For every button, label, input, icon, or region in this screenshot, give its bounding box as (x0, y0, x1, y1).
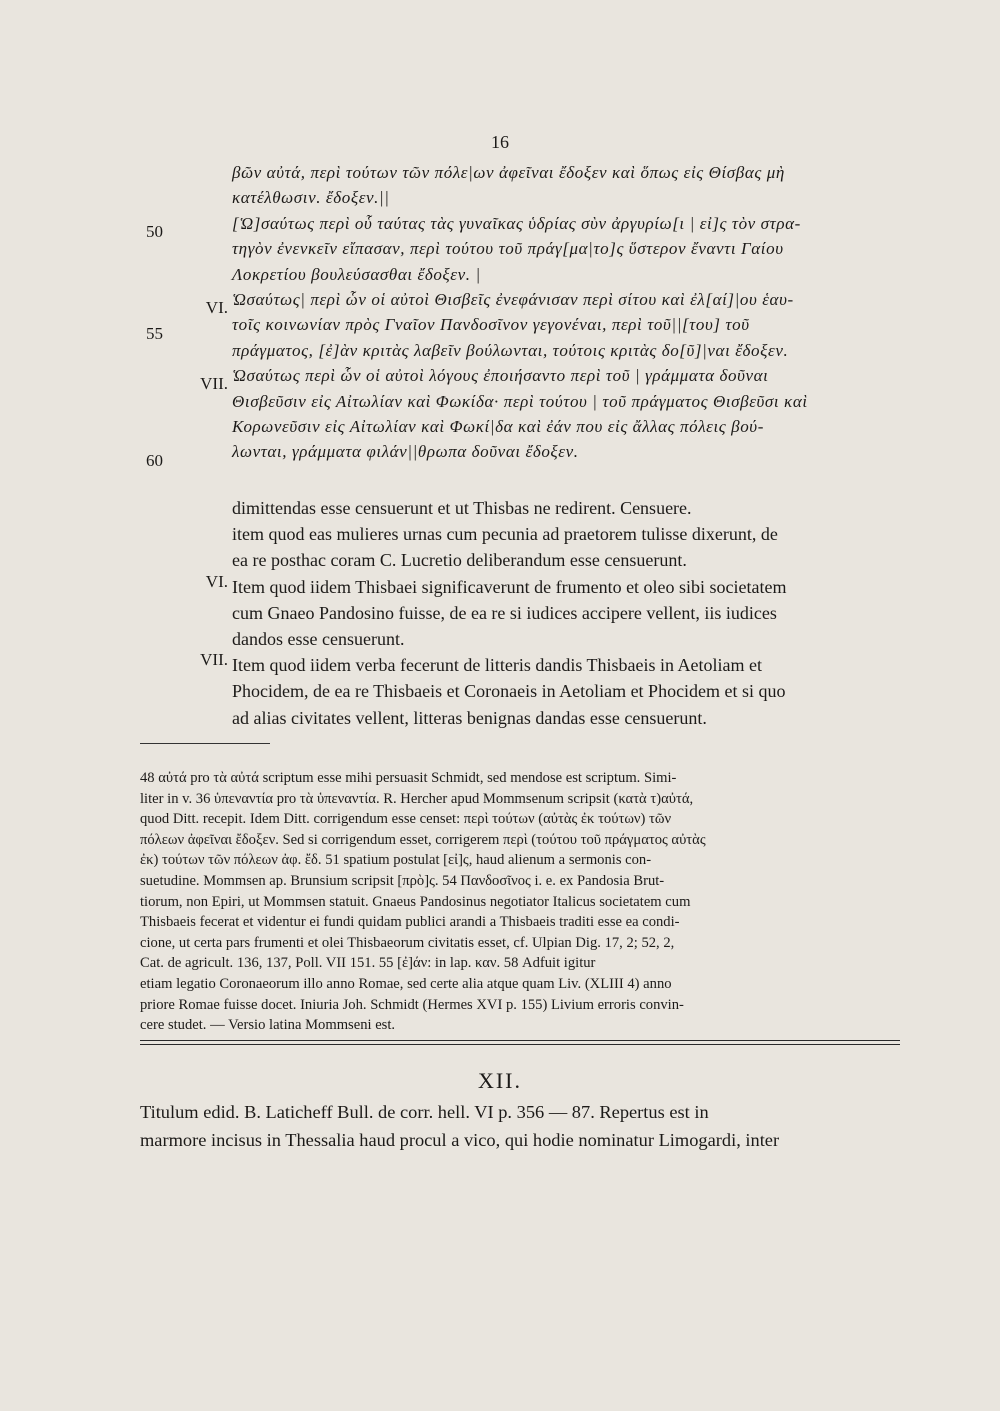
latin-line: ad alias civitates vellent, litteras benignas dandas esse censuerunt. (232, 707, 707, 728)
footnote-line: Thisbaeis fecerat et videntur ei fundi quidam publici arandi a Thisbaeis traditi esse ea condi- (140, 914, 680, 931)
latin-line: dandos esse censuerunt. (232, 628, 405, 649)
section-numeral: VII. (200, 650, 228, 669)
intro-line: marmore incisus in Thessalia haud procul a vico, qui hodie nominatur Limogardi, inter (140, 1130, 780, 1150)
latin-text-block (232, 495, 900, 731)
greek-text-block (232, 160, 900, 465)
line-number: 50 (146, 222, 163, 241)
footnote-line: Cat. de agricult. 136, 137, Poll. VII 151. 55 [ἐ]άν: in lap. καν. 58 Adfuit igitur (140, 955, 596, 972)
latin-line: Phocidem, de ea re Thisbaeis et Coronaeis in Aetoliam et Phocidem et si quo (232, 681, 786, 702)
footnote-line: quod Ditt. recepit. Idem Ditt. corrigendum esse censet: περὶ τούτων (αὐτὰς ἐκ τούτων) τῶν (140, 811, 672, 828)
greek-line: τοῖς κοινωνίαν πρὸς Γναῖον Πανδοσῖνον γεγονέναι, περὶ τοῦ||[του] τοῦ (232, 315, 750, 335)
greek-line: Κορωνεῦσιν εἰς Αἰτωλίαν καὶ Φωκί|δα καὶ ἐάν που εἰς ἄλλας πόλεις βού- (232, 416, 764, 436)
section-rule (140, 1040, 900, 1041)
greek-line: τηγὸν ἐνενκεῖν εἴπασαν, περὶ τούτου τοῦ πράγ[μα|το]ς ὕστερον ἔναντι Γαίου (232, 239, 784, 259)
line-number: 55 (146, 324, 163, 343)
footnote-line: πόλεων ἀφεῖναι ἔδοξεν. Sed si corrigendum esset, corrigerem περὶ (τούτου τοῦ πράγματος αὐτὰς (140, 831, 706, 848)
page-number: 16 (491, 132, 509, 152)
greek-line: λωνται, γράμματα φιλάν||θρωπα δοῦναι ἔδοξεν. (232, 442, 579, 462)
footnote-line: cione, ut certa pars frumenti et olei Thisbaeorum civitatis esset, cf. Ulpian Dig. 17, 2; 52, 2, (140, 934, 675, 951)
latin-line: ea re posthac coram C. Lucretio deliberandum esse censuerunt. (232, 550, 687, 571)
latin-line: Item quod iidem Thisbaei significaverunt de frumento et oleo sibi societatem (232, 576, 787, 597)
section-rule (140, 1044, 900, 1045)
greek-line: κατέλθωσιν. ἔδοξεν.|| (232, 188, 390, 208)
latin-line: cum Gnaeo Pandosino fuisse, de ea re si iudices accipere vellent, iis iudices (232, 602, 777, 623)
footnote-line: 48 αὐτά pro τὰ αὐτά scriptum esse mihi persuasit Schmidt, sed mendose est scriptum. Simi- (140, 770, 677, 786)
greek-line: Λοκρετίου βουλεύσασθαι ἔδοξεν. | (232, 264, 481, 284)
section-numeral: VII. (200, 374, 228, 393)
footnote-line: suetudine. Mommsen ap. Brunsium scripsit [πρὸ]ς. 54 Πανδοσῖνος i. e. ex Pandosia Brut- (140, 872, 665, 889)
footnote-line: ἐκ) τούτων τῶν πόλεων ἀφ. ἔδ. 51 spatium postulat [εἰ]ς, haud alienum a sermonis con- (140, 852, 652, 869)
footnote-line: priore Romae fuisse docet. Iniuria Joh. Schmidt (Hermes XVI p. 155) Livium erroris convin- (140, 996, 684, 1013)
footnote-rule (140, 743, 270, 744)
greek-line: βῶν αὐτά, περὶ τούτων τῶν πόλε|ων ἀφεῖναι ἔδοξεν καὶ ὅπως εἰς Θίσβας μὴ (232, 163, 785, 182)
line-number: 60 (146, 451, 163, 470)
greek-line: Θισβεῦσιν εἰς Αἰτωλίαν καὶ Φωκίδα· περὶ τούτου | τοῦ πράγματος Θισβεῦσι καὶ (232, 391, 808, 411)
intro-line: Titulum edid. B. Laticheff Bull. de corr. hell. VI p. 356 — 87. Repertus est in (140, 1102, 709, 1122)
footnotes (140, 768, 900, 1036)
section-numeral: VI. (205, 298, 228, 317)
latin-line: item quod eas mulieres urnas cum pecunia ad praetorem tulisse dixerunt, de (232, 524, 778, 545)
footnote-line: tiorum, non Epiri, ut Mommsen statuit. Gnaeus Pandosinus negotiator Italicus societatem cum (140, 893, 691, 910)
latin-line: dimittendas esse censuerunt et ut Thisbas ne redirent. Censuere. (232, 498, 692, 518)
section-title: XII. (477, 1068, 523, 1093)
greek-line: πράγματος, [ἐ]ὰν κριτὰς λαβεῖν βούλωνται, τούτοις κριτὰς δο[ῦ]|ναι ἔδοξεν. (232, 340, 789, 360)
section-intro (140, 1098, 900, 1154)
footnote-line: liter in v. 36 ὑπεναντία pro τὰ ὑπεναντία. R. Hercher apud Mommsenum scripsit (κατὰ τ)αὐτά, (140, 790, 694, 807)
footnote-line: etiam legatio Coronaeorum illo anno Romae, sed certe alia atque quam Liv. (XLIII 4) anno (140, 975, 672, 992)
section-numeral: VI. (205, 572, 228, 591)
greek-line: Ὡσαύτως| περὶ ὧν οἱ αὐτοὶ Θισβεῖς ἐνεφάνισαν περὶ σίτου καὶ ἐλ[αί]|ου ἑαυ- (232, 289, 794, 309)
greek-line: [Ὡ]σαύτως περὶ οὗ ταύτας τὰς γυναῖκας ὑδρίας σὺν ἀργυρίω[ι | εἰ]ς τὸν στρα- (232, 213, 801, 233)
greek-line: Ὡσαύτως περὶ ὧν οἱ αὐτοὶ λόγους ἐποιήσαντο περὶ τοῦ | γράμματα δοῦναι (232, 366, 769, 386)
latin-line: Item quod iidem verba fecerunt de litteris dandis Thisbaeis in Aetoliam et (232, 655, 763, 676)
footnote-line: cere studet. — Versio latina Mommseni est. (140, 1017, 396, 1034)
